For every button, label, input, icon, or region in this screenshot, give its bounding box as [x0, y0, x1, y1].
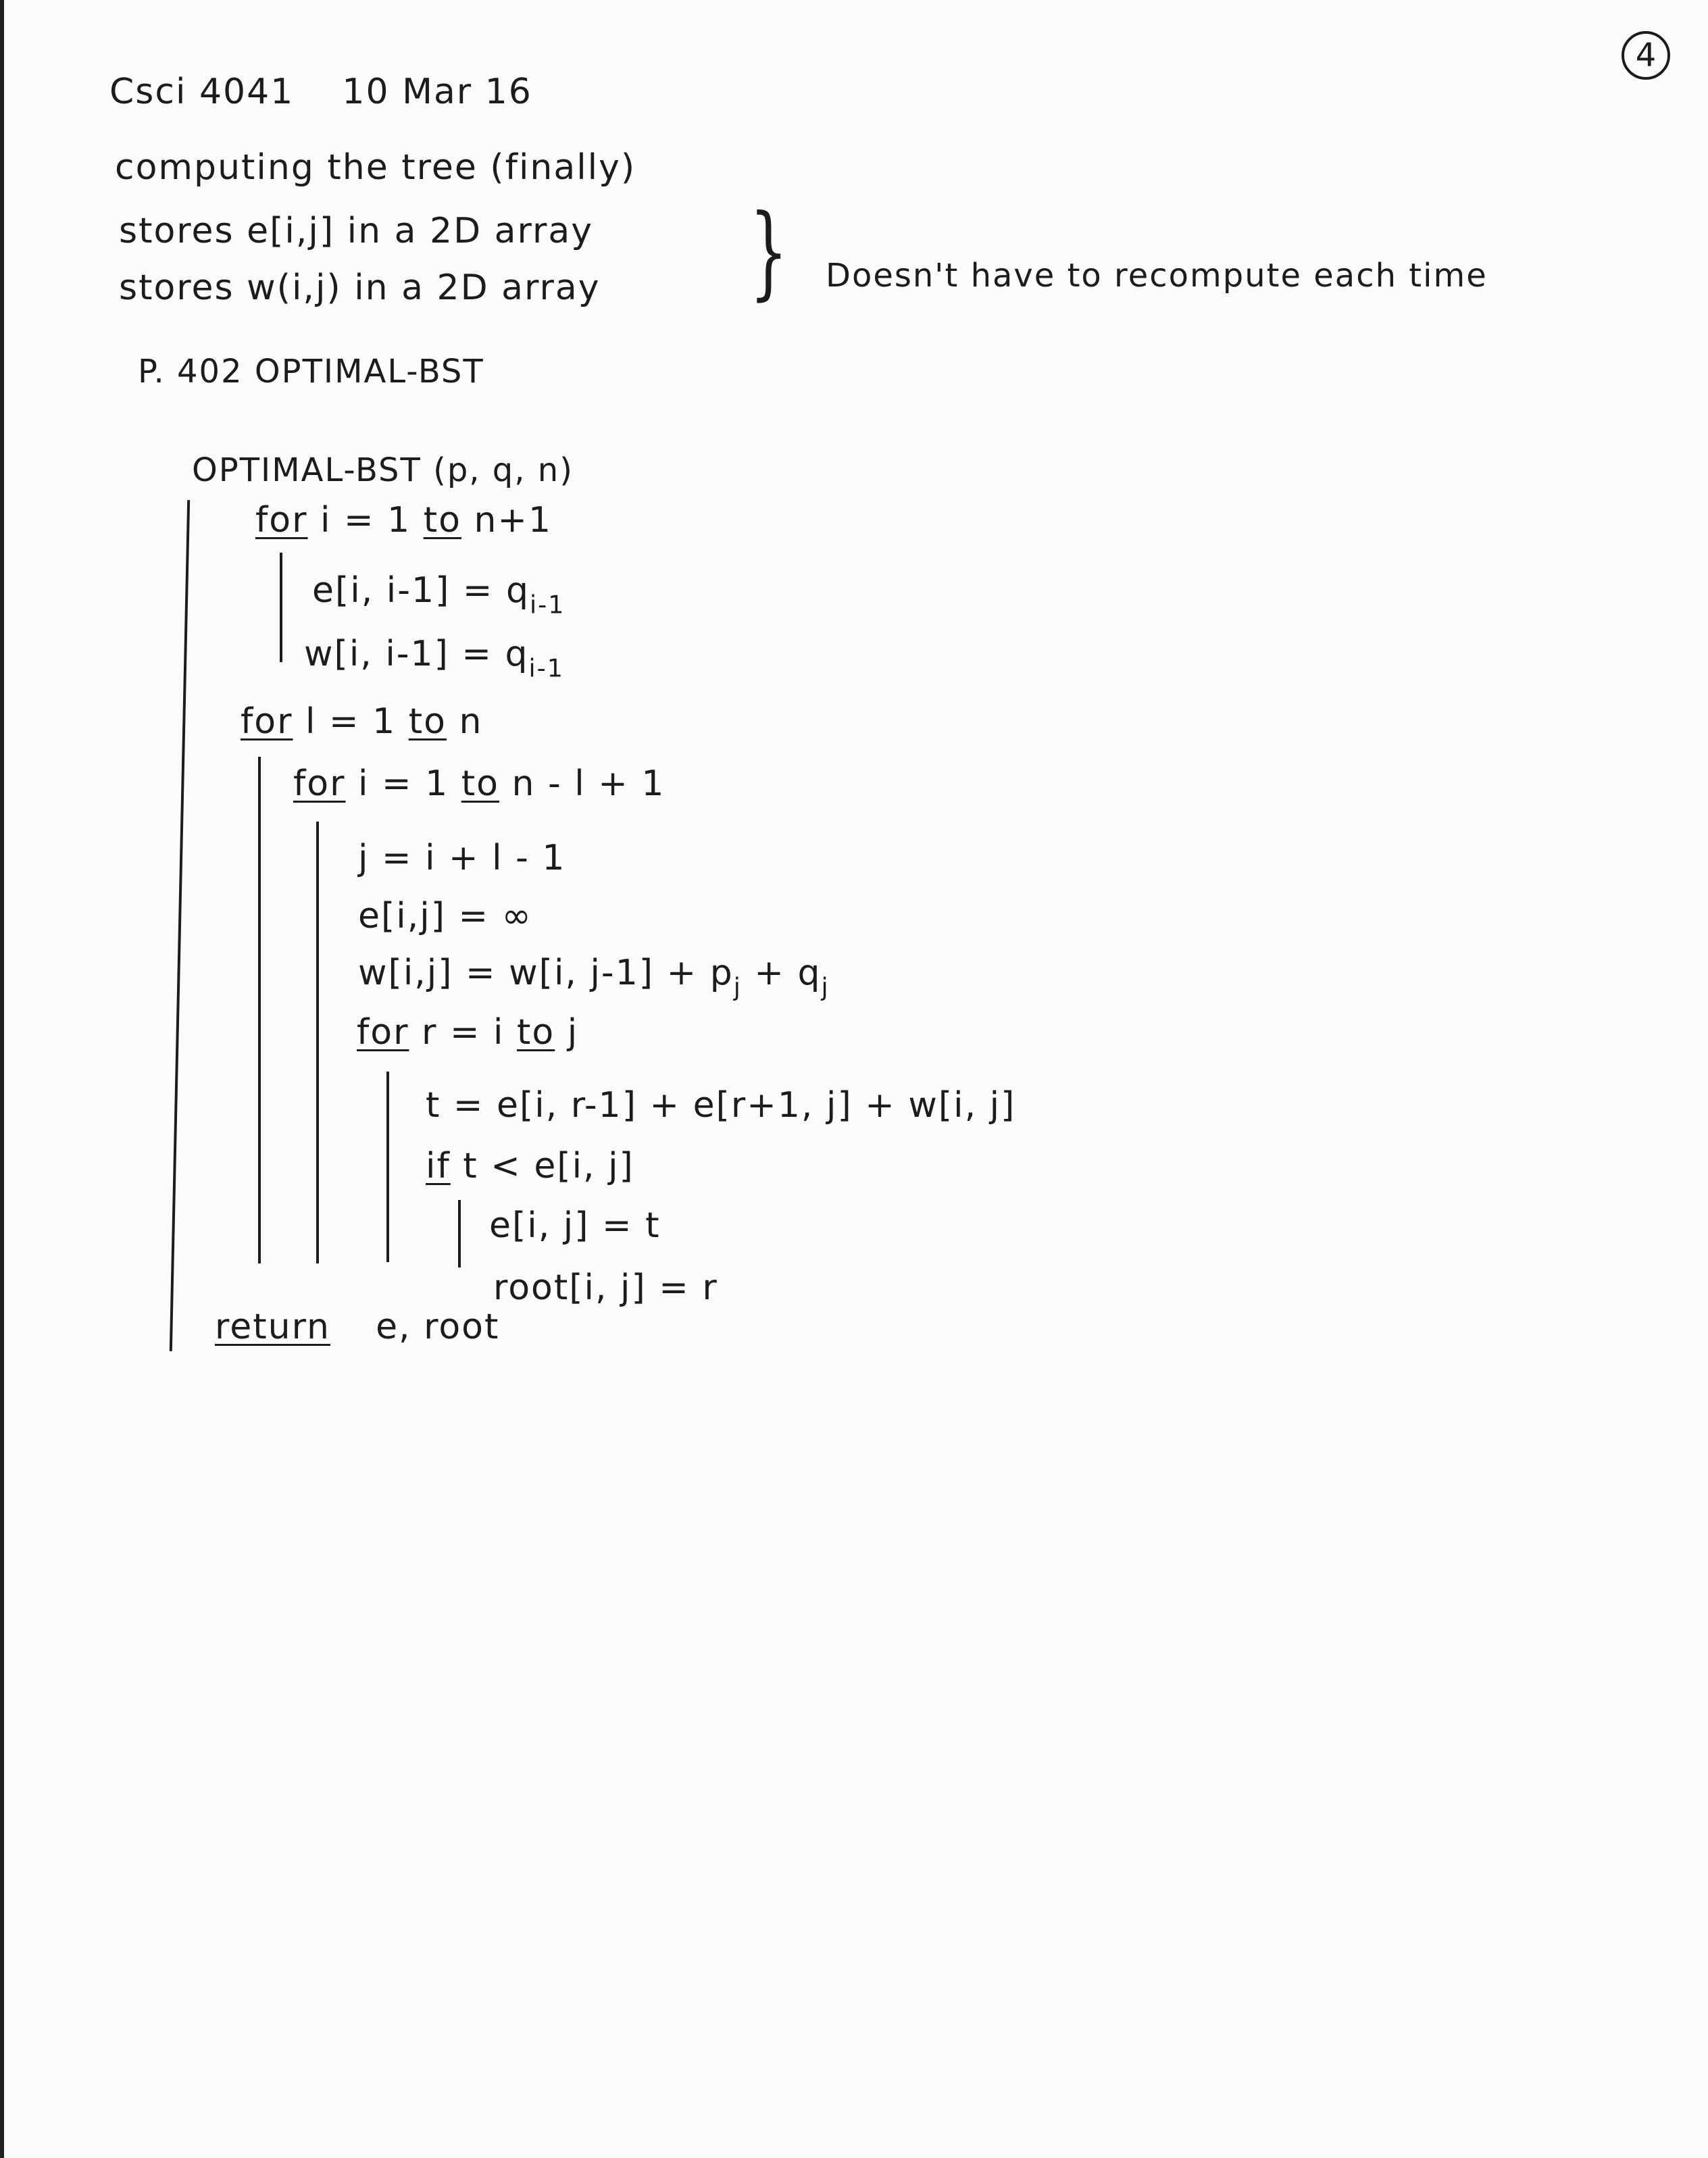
side-note: Doesn't have to recompute each time [826, 257, 1488, 295]
loop-init: l = 1 [305, 701, 397, 742]
init-loop-bar [280, 553, 282, 662]
algo-line-9 [357, 1012, 579, 1053]
keyword-if: if [426, 1146, 451, 1186]
note-line-1: computing the tree (finally) [115, 147, 636, 188]
algo-line-10: t = e[i, r-1] + e[r+1, j] + w[i, j] [426, 1085, 1016, 1126]
keyword-to: to [408, 701, 447, 742]
l-loop-bar [258, 757, 261, 1263]
outer-block-bar [170, 500, 190, 1351]
keyword-to: to [517, 1012, 555, 1053]
expr: e[i, i-1] = q [312, 570, 530, 611]
subscript: i-1 [528, 653, 564, 683]
algo-line-7: e[i,j] = ∞ [358, 896, 532, 936]
page-number-badge [1622, 31, 1670, 80]
algo-line-3 [304, 634, 564, 683]
expr: w[i, i-1] = q [304, 634, 529, 674]
keyword-for: for [241, 701, 293, 742]
keyword-for: for [255, 500, 308, 541]
algo-line-6: j = i + l - 1 [358, 838, 566, 878]
algo-line-14 [215, 1309, 499, 1345]
lecture-date: 10 Mar 16 [342, 72, 532, 112]
loop-bound: j [567, 1012, 579, 1053]
note-line-3: stores w(i,j) in a 2D array [119, 268, 601, 308]
algo-line-13: root[i, j] = r [493, 1268, 718, 1308]
header-line [109, 72, 532, 112]
algo-line-11 [426, 1146, 634, 1186]
algo-line-4 [241, 701, 483, 742]
loop-init: i = 1 [320, 500, 411, 541]
curly-brace: } [749, 193, 788, 311]
note-line-2: stores e[i,j] in a 2D array [119, 211, 593, 251]
if-block-bar [458, 1200, 461, 1268]
loop-init: i = 1 [358, 763, 449, 804]
algo-signature: OPTIMAL-BST (p, q, n) [192, 451, 574, 489]
expr-b: + q [741, 953, 822, 993]
algo-line-12: e[i, j] = t [489, 1205, 661, 1246]
page-edge [0, 0, 4, 2158]
return-values: e, root [376, 1307, 500, 1347]
algo-line-1 [255, 500, 553, 541]
algo-line-5 [293, 763, 665, 804]
algo-line-8 [358, 953, 830, 1002]
keyword-return: return [215, 1307, 330, 1347]
keyword-for: for [293, 763, 346, 804]
subscript-2: j [821, 972, 830, 1002]
algo-line-2 [312, 570, 566, 620]
keyword-for: for [357, 1012, 409, 1053]
condition: t < e[i, j] [463, 1146, 634, 1186]
expr-a: w[i,j] = w[i, j-1] + p [358, 953, 734, 993]
subscript-1: j [733, 972, 742, 1002]
textbook-reference: P. 402 OPTIMAL-BST [138, 353, 484, 391]
keyword-to: to [423, 500, 461, 541]
r-loop-bar [386, 1072, 389, 1262]
loop-bound: n - l + 1 [511, 763, 665, 804]
page-number: 4 [1635, 36, 1657, 74]
loop-init: r = i [422, 1012, 505, 1053]
loop-bound: n+1 [474, 500, 553, 541]
subscript: i-1 [530, 590, 566, 620]
course-code: Csci 4041 [109, 72, 295, 112]
i-loop-bar [316, 822, 319, 1263]
loop-bound: n [459, 701, 483, 742]
keyword-to: to [461, 763, 499, 804]
